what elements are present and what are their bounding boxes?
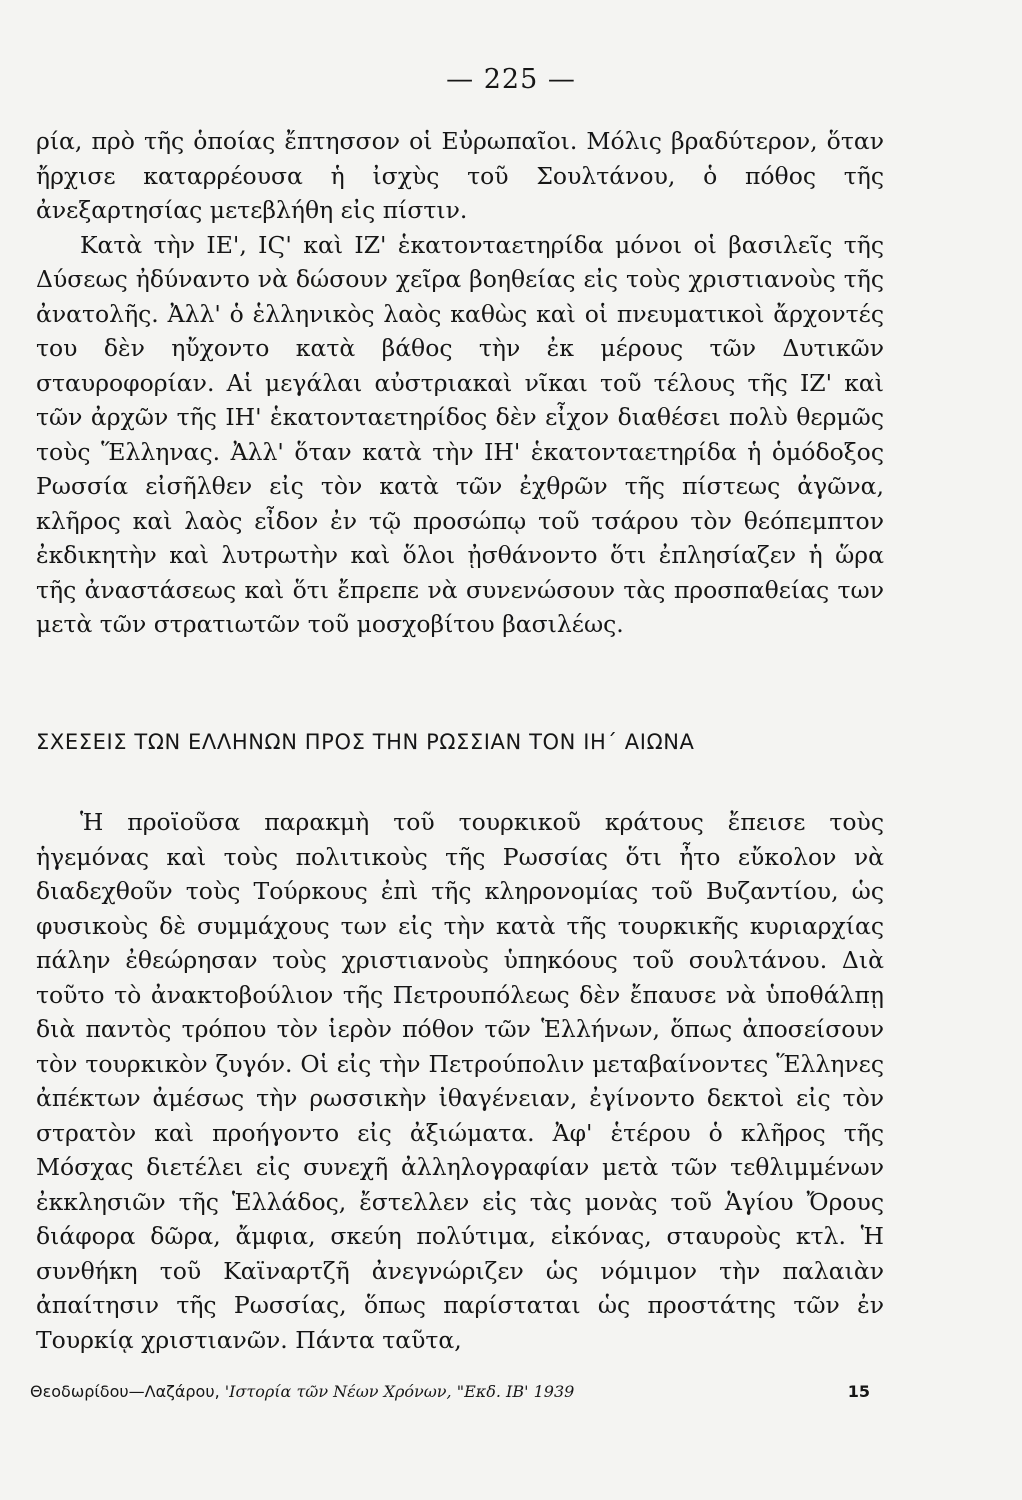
footer-edition: "Εκδ. ΙΒ' 1939: [456, 1382, 575, 1401]
section-heading: ΣΧΕΣΕΙΣ ΤΩΝ ΕΛΛΗΝΩΝ ΠΡΟΣ ΤΗΝ ΡΩΣΣΙΑΝ ΤΟΝ ΙΗ΄ ΑΙΩΝΑ: [36, 730, 695, 754]
footer-book-title: 'Ιστορία τῶν Νέων Χρόνων,: [224, 1382, 452, 1401]
page-number: — 225 —: [446, 64, 576, 95]
footer-signature-mark: 15: [847, 1382, 870, 1401]
body-text-after-heading: [36, 805, 884, 1357]
page-footer: [30, 1382, 870, 1401]
footer-authors: Θεοδωρίδου—Λαζάρου,: [30, 1382, 220, 1401]
paragraph: Ἡ προϊοῦσα παρακμὴ τοῦ τουρκικοῦ κράτους ἔπεισε τοὺς ἡγεμόνας καὶ τοὺς πολιτικοὺς τῆς Ρωσσίας ὅτι ἦτο εὔκολον νὰ διαδεχθοῦν τοὺς Τούρκους ἐπὶ τῆς κληρονομίας τοῦ Βυζαντίου, ὡς φυσικοὺς δὲ συμμάχους των εἰς τὴν κατὰ τῆς τουρκικῆς κυριαρχίας πάλην ἐθεώρησαν τοὺς χριστιανοὺς ὑπηκόους τοῦ σουλτάνου. Διὰ τοῦτο τὸ ἀνακτοβούλιον τῆς Πετρουπόλεως δὲν ἔπαυσε νὰ ὑποθάλπῃ διὰ παντὸς τρόπου τὸν ἱερὸν πόθον τῶν Ἑλλήνων, ὅπως ἀποσείσουν τὸν τουρκικὸν ζυγόν. Οἱ εἰς τὴν Πετρούπολιν μεταβαίνοντες Ἕλληνες ἀπέκτων ἀμέσως τὴν ρωσσικὴν ἰθαγένειαν, ἐγίνοντο δεκτοὶ εἰς τὸν στρατὸν καὶ προήγοντο εἰς ἀξιώματα. Ἀφ' ἑτέρου ὁ κλῆρος τῆς Μόσχας διετέλει εἰς συνεχῆ ἀλληλογραφίαν μετὰ τῶν τεθλιμμένων ἐκκλησιῶν τῆς Ἑλλάδος, ἔστελλεν εἰς τὰς μονὰς τοῦ Ἁγίου Ὄρους διάφορα δῶρα, ἄμφια, σκεύη πολύτιμα, εἰκόνας, σταυροὺς κτλ. Ἡ συνθήκη τοῦ Καϊναρτζῆ ἀνεγνώριζεν ὡς νόμιμον τὴν παλαιὰν ἀπαίτησιν τῆς Ρωσσίας, ὅπως παρίσταται ὡς προστάτης τῶν ἐν Τουρκίᾳ χριστιανῶν. Πάντα ταῦτα,: [36, 808, 884, 1354]
body-text-before-heading: [36, 124, 884, 642]
paragraph: ρία, πρὸ τῆς ὁποίας ἔπτησσον οἱ Εὐρωπαῖοι. Μόλις βραδύτερον, ὅταν ἤρχισε καταρρέουσα ἡ ἰσχὺς τοῦ Σουλτάνου, ὁ πόθος τῆς ἀνεξαρτησίας μετεβλήθη εἰς πίστιν.: [36, 127, 884, 224]
paragraph: Κατὰ τὴν ΙΕ', ΙϚ' καὶ ΙΖ' ἑκατονταετηρίδα μόνοι οἱ βασιλεῖς τῆς Δύσεως ἠδύναντο νὰ δώσουν χεῖρα βοηθείας εἰς τοὺς χριστιανοὺς τῆς ἀνατολῆς. Ἀλλ' ὁ ἑλληνικὸς λαὸς καθὼς καὶ οἱ πνευματικοὶ ἄρχοντές του δὲν ηὔχοντο κατὰ βάθος τὴν ἐκ μέρους τῶν Δυτικῶν σταυροφορίαν. Αἱ μεγάλαι αὐστριακαὶ νῖκαι τοῦ τέλους τῆς ΙΖ' καὶ τῶν ἀρχῶν τῆς ΙΗ' ἑκατονταετηρίδος δὲν εἶχον διαθέσει πολὺ θερμῶς τοὺς Ἕλληνας. Ἀλλ' ὅταν κατὰ τὴν ΙΗ' ἑκατονταετηρίδα ἡ ὁμόδοξος Ρωσσία εἰσῆλθεν εἰς τὸν κατὰ τῶν ἐχθρῶν τῆς πίστεως ἀγῶνα, κλῆρος καὶ λαὸς εἶδον ἐν τῷ προσώπῳ τοῦ τσάρου τὸν θεόπεμπτον ἐκδικητὴν καὶ λυτρωτὴν καὶ ὅλοι ᾐσθάνοντο ὅτι ἐπλησίαζεν ἡ ὥρα τῆς ἀναστάσεως καὶ ὅτι ἔπρεπε νὰ συνενώσουν τὰς προσπαθείας των μετὰ τῶν στρατιωτῶν τοῦ μοσχοβίτου βασιλέως.: [36, 230, 884, 638]
